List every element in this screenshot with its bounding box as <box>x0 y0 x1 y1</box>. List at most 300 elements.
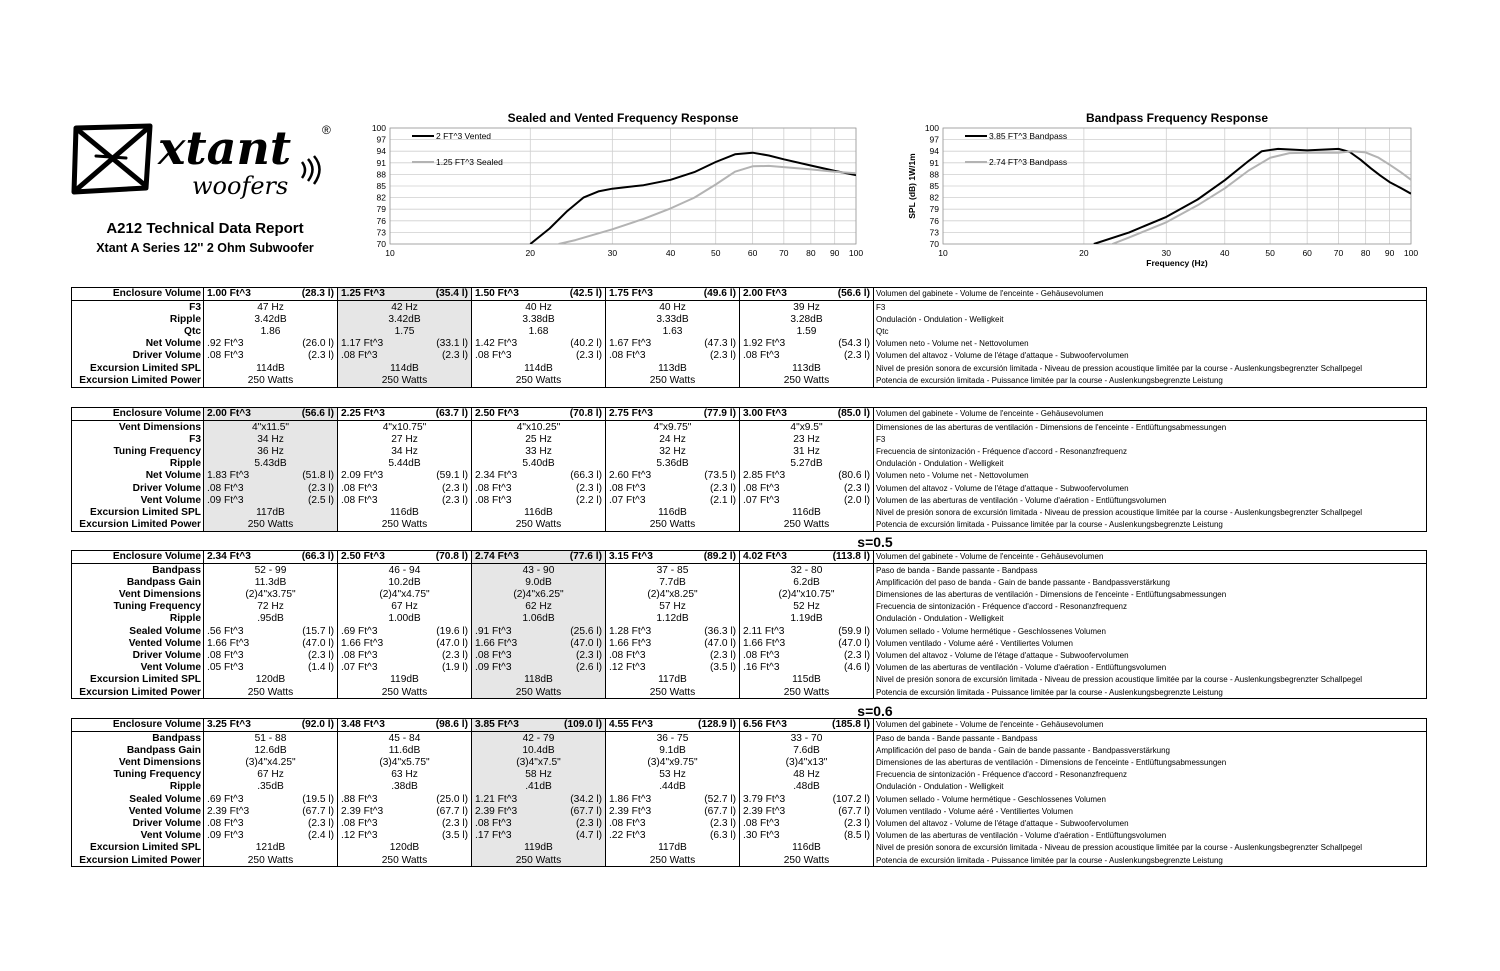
table-row <box>72 613 1427 625</box>
sealed-vented-chart <box>360 110 870 275</box>
value-cell <box>740 350 874 362</box>
value-metric: (3.5 l) <box>709 662 736 674</box>
row-translation: Volumen del altavoz - Volume de l'étage d'attaque - Subwoofervolumen <box>876 483 1129 493</box>
row-label: Bandpass Gain <box>72 744 204 756</box>
row-translation: Volumen de las aberturas de ventilación - Volume d'aération - Entlüftungsvolumen <box>876 831 1167 841</box>
value-imperial: 3.85 Ft^3 <box>475 719 519 731</box>
value-text: 1.86 <box>260 326 281 338</box>
table-row <box>72 576 1427 588</box>
value-text: 1.06dB <box>522 613 555 625</box>
value-cell <box>606 446 740 458</box>
value-text: 31 Hz <box>793 446 820 458</box>
value-metric: (67.7 l) <box>302 805 334 817</box>
value-imperial: .17 Ft^3 <box>475 830 512 842</box>
value-imperial: 1.28 Ft^3 <box>609 625 652 637</box>
value-cell <box>472 781 606 793</box>
value-cell <box>472 338 606 350</box>
row-label: Excursion Limited SPL <box>72 362 204 374</box>
value-metric: (34.2 l) <box>570 793 602 805</box>
x-tick-label: 90 <box>1384 248 1395 258</box>
value-metric: (2.3 l) <box>441 649 468 661</box>
value-cell <box>338 589 472 601</box>
value-text: 6.2dB <box>793 576 820 588</box>
value-metric: (98.6 l) <box>435 719 468 731</box>
row-label: Excursion Limited SPL <box>72 507 204 519</box>
value-cell <box>204 301 338 314</box>
value-imperial: 4.02 Ft^3 <box>743 551 787 563</box>
value-cell <box>606 421 740 434</box>
value-imperial: 2.74 Ft^3 <box>475 551 519 563</box>
value-text: 57 Hz <box>659 601 686 613</box>
value-text: 250 Watts <box>381 686 428 698</box>
value-cell <box>472 433 606 445</box>
value-cell <box>606 301 740 314</box>
y-tick-label: 70 <box>376 239 386 249</box>
value-imperial: .08 Ft^3 <box>475 649 512 661</box>
x-tick-label: 50 <box>710 248 721 258</box>
value-text: 34 Hz <box>391 446 418 458</box>
value-text: 10.4dB <box>522 744 555 756</box>
value-imperial: .08 Ft^3 <box>475 482 512 494</box>
value-cell <box>338 719 472 732</box>
value-text: 250 Watts <box>515 854 562 866</box>
value-text: 120dB <box>389 842 420 854</box>
value-imperial: .08 Ft^3 <box>475 350 512 362</box>
row-label: Qtc <box>72 326 204 338</box>
value-cell <box>338 350 472 362</box>
table-row <box>72 757 1427 769</box>
value-text: 250 Watts <box>247 854 294 866</box>
value-cell <box>606 313 740 325</box>
value-metric: (70.8 l) <box>435 551 468 563</box>
y-tick-label: 85 <box>929 181 939 191</box>
value-text: 120dB <box>255 674 286 686</box>
value-metric: (2.3 l) <box>709 350 736 362</box>
x-tick-label: 40 <box>665 248 676 258</box>
value-cell <box>740 482 874 494</box>
value-imperial: 2.25 Ft^3 <box>341 408 385 420</box>
table-row <box>72 793 1427 805</box>
value-imperial: .08 Ft^3 <box>609 817 646 829</box>
value-cell <box>472 830 606 842</box>
row-translation: Frecuencia de sintonización - Fréquence d'accord - Resonanzfrequenz <box>876 770 1127 780</box>
value-metric: (15.7 l) <box>302 625 334 637</box>
value-text: 3.42dB <box>254 313 287 325</box>
value-text: 1.63 <box>662 326 683 338</box>
value-cell <box>338 744 472 756</box>
value-cell <box>606 507 740 519</box>
value-metric: (35.4 l) <box>435 288 468 300</box>
value-imperial: 1.92 Ft^3 <box>743 338 786 350</box>
table-row <box>72 551 1427 564</box>
value-cell <box>472 769 606 781</box>
table-row <box>72 842 1427 854</box>
value-metric: (67.7 l) <box>838 805 870 817</box>
value-imperial: .08 Ft^3 <box>743 649 780 661</box>
value-text: 36 - 75 <box>656 732 689 744</box>
value-metric: (25.6 l) <box>570 625 602 637</box>
value-cell <box>338 613 472 625</box>
value-cell <box>740 719 874 732</box>
table-row <box>72 744 1427 756</box>
value-cell <box>204 494 338 506</box>
value-imperial: 2.34 Ft^3 <box>207 551 251 563</box>
value-cell <box>472 446 606 458</box>
value-cell <box>472 757 606 769</box>
value-cell <box>472 842 606 854</box>
value-metric: (2.3 l) <box>575 817 602 829</box>
logo-wordmark: xtant <box>158 121 292 175</box>
value-cell <box>204 732 338 745</box>
value-metric: (2.3 l) <box>843 482 870 494</box>
value-cell <box>472 350 606 362</box>
value-metric: (2.3 l) <box>709 649 736 661</box>
value-cell <box>606 842 740 854</box>
value-imperial: .08 Ft^3 <box>609 350 646 362</box>
value-metric: (2.3 l) <box>843 649 870 661</box>
value-cell <box>740 446 874 458</box>
value-metric: (80.6 l) <box>838 470 870 482</box>
value-cell <box>606 458 740 470</box>
value-cell <box>472 650 606 662</box>
value-metric: (109.0 l) <box>564 719 602 731</box>
row-label: Bandpass Gain <box>72 576 204 588</box>
value-imperial: .69 Ft^3 <box>341 625 378 637</box>
value-cell <box>606 719 740 732</box>
row-translation: Volumen del altavoz - Volume de l'étage d'attaque - Subwoofervolumen <box>876 351 1129 361</box>
table-row <box>72 313 1427 325</box>
value-cell <box>606 576 740 588</box>
table-row <box>72 650 1427 662</box>
value-cell <box>472 470 606 482</box>
value-text: 43 - 90 <box>522 564 555 576</box>
x-tick-label: 60 <box>747 248 758 258</box>
value-cell <box>472 301 606 314</box>
value-text: 114dB <box>524 362 553 374</box>
value-cell <box>606 732 740 745</box>
value-cell <box>204 842 338 854</box>
value-imperial: 3.00 Ft^3 <box>743 408 787 420</box>
y-tick-label: 97 <box>376 134 386 145</box>
value-text: 250 Watts <box>247 686 294 698</box>
value-cell <box>338 818 472 830</box>
value-imperial: .08 Ft^3 <box>609 482 646 494</box>
value-text: 52 - 99 <box>254 564 287 576</box>
value-cell <box>740 288 874 301</box>
value-cell <box>338 662 472 674</box>
row-label: Vent Volume <box>72 494 204 506</box>
value-imperial: .88 Ft^3 <box>341 793 378 805</box>
value-cell <box>472 601 606 613</box>
value-cell <box>740 732 874 745</box>
value-text: 51 - 88 <box>254 732 287 744</box>
row-translation: Volumen del gabinete - Volume de l'enceinte - Gehäusevolumen <box>874 551 1427 564</box>
value-cell <box>472 288 606 301</box>
value-text: 42 Hz <box>391 301 418 313</box>
value-text: 4"x10.25" <box>516 421 561 433</box>
value-cell <box>338 408 472 421</box>
row-label: Driver Volume <box>72 482 204 494</box>
value-cell <box>740 674 874 686</box>
value-text: 5.44dB <box>388 458 421 470</box>
value-cell <box>204 769 338 781</box>
x-tick-label: 50 <box>1265 248 1275 258</box>
row-translation: Potencia de excursión limitada - Puissance limitée par la course - Auslenkungsbegrenzte Leistung <box>876 687 1223 697</box>
value-imperial: 2.60 Ft^3 <box>609 470 652 482</box>
value-metric: (2.3 l) <box>575 482 602 494</box>
row-label: Bandpass <box>72 732 204 745</box>
y-tick-label: 73 <box>376 227 386 238</box>
value-text: 33 Hz <box>525 446 552 458</box>
y-tick-label: 85 <box>376 181 386 191</box>
value-text: 1.68 <box>528 326 549 338</box>
value-cell <box>606 637 740 649</box>
value-imperial: .08 Ft^3 <box>743 350 780 362</box>
value-imperial: 2.00 Ft^3 <box>743 288 787 300</box>
value-cell <box>606 781 740 793</box>
y-tick-label: 82 <box>376 192 386 203</box>
value-cell <box>472 408 606 421</box>
table-row <box>72 408 1427 421</box>
value-metric: (49.6 l) <box>703 288 736 300</box>
value-metric: (2.3 l) <box>307 350 334 362</box>
value-cell <box>472 662 606 674</box>
value-text: 9.1dB <box>659 744 686 756</box>
y-tick-label: 70 <box>929 239 939 249</box>
x-tick-label: 60 <box>1302 248 1312 258</box>
value-text: 116dB <box>792 842 821 854</box>
value-cell <box>338 338 472 350</box>
value-text: 113dB <box>658 362 687 374</box>
value-imperial: 3.79 Ft^3 <box>743 793 786 805</box>
row-translation: Ondulación - Ondulation - Welligkeit <box>876 459 1004 469</box>
row-label: Driver Volume <box>72 350 204 362</box>
value-cell <box>740 470 874 482</box>
value-cell <box>204 551 338 564</box>
value-cell <box>740 637 874 649</box>
value-imperial: 1.75 Ft^3 <box>609 288 653 300</box>
value-cell <box>338 650 472 662</box>
value-imperial: 1.67 Ft^3 <box>609 338 652 350</box>
row-label: Vent Volume <box>72 662 204 674</box>
value-imperial: .08 Ft^3 <box>341 649 378 661</box>
value-cell <box>740 519 874 532</box>
value-cell <box>472 744 606 756</box>
value-cell <box>338 625 472 637</box>
value-cell <box>204 350 338 362</box>
value-cell <box>204 830 338 842</box>
value-metric: (26.0 l) <box>302 338 334 350</box>
value-metric: (36.3 l) <box>704 625 736 637</box>
row-translation: Volumen del altavoz - Volume de l'étage d'attaque - Subwoofervolumen <box>876 818 1129 828</box>
value-cell <box>338 301 472 314</box>
value-cell <box>338 288 472 301</box>
value-text: .48dB <box>793 781 820 793</box>
value-metric: (85.0 l) <box>837 408 870 420</box>
value-imperial: 2.39 Ft^3 <box>207 805 250 817</box>
value-text: 4"x11.5" <box>251 421 290 433</box>
value-cell <box>204 470 338 482</box>
value-cell <box>606 519 740 532</box>
value-imperial: .08 Ft^3 <box>609 649 646 661</box>
table-row <box>72 494 1427 506</box>
y-tick-label: 94 <box>376 146 386 157</box>
row-translation: Ondulación - Ondulation - Welligkeit <box>876 314 1004 324</box>
value-cell <box>606 674 740 686</box>
value-imperial: .08 Ft^3 <box>207 350 244 362</box>
value-text: 117dB <box>658 842 687 854</box>
report-subtitle: Xtant A Series 12'' 2 Ohm Subwoofer <box>96 241 314 255</box>
value-text: .35dB <box>257 781 284 793</box>
value-text: 7.7dB <box>659 576 686 588</box>
value-imperial: .12 Ft^3 <box>609 662 646 674</box>
value-text: 5.36dB <box>656 458 689 470</box>
value-text: 250 Watts <box>783 374 830 386</box>
y-tick-label: 82 <box>929 192 939 203</box>
value-metric: (113.8 l) <box>832 551 870 563</box>
value-metric: (89.2 l) <box>703 551 736 563</box>
table-row <box>72 805 1427 817</box>
table-row <box>72 719 1427 732</box>
value-text: 40 Hz <box>525 301 552 313</box>
value-cell <box>740 781 874 793</box>
value-cell <box>472 551 606 564</box>
value-text: 121dB <box>255 842 286 854</box>
value-imperial: .12 Ft^3 <box>341 830 378 842</box>
value-cell <box>606 686 740 699</box>
value-imperial: .07 Ft^3 <box>341 662 378 674</box>
value-metric: (2.3 l) <box>307 482 334 494</box>
value-metric: (42.5 l) <box>569 288 602 300</box>
value-cell <box>740 830 874 842</box>
row-translation: Volumen del gabinete - Volume de l'enceinte - Gehäusevolumen <box>874 719 1427 732</box>
value-text: 27 Hz <box>391 433 418 445</box>
value-cell <box>472 362 606 374</box>
value-text: 3.33dB <box>656 313 689 325</box>
x-tick-label: 100 <box>848 248 864 258</box>
row-label: F3 <box>72 433 204 445</box>
value-text: 117dB <box>256 506 285 518</box>
value-text: 72 Hz <box>257 601 284 613</box>
row-translation: Paso de banda - Bande passante - Bandpass <box>876 565 1038 575</box>
value-cell <box>740 757 874 769</box>
value-metric: (66.3 l) <box>301 551 334 563</box>
value-imperial: 2.11 Ft^3 <box>743 625 785 637</box>
value-imperial: 2.75 Ft^3 <box>609 408 653 420</box>
value-imperial: .09 Ft^3 <box>207 830 244 842</box>
value-cell <box>472 637 606 649</box>
value-cell <box>338 482 472 494</box>
value-imperial: .56 Ft^3 <box>207 625 244 637</box>
value-cell <box>472 805 606 817</box>
value-text: 114dB <box>256 362 285 374</box>
value-text: 62 Hz <box>525 601 552 613</box>
value-cell <box>204 338 338 350</box>
x-tick-label: 40 <box>1220 248 1230 258</box>
value-cell <box>472 507 606 519</box>
y-tick-label: 100 <box>371 123 386 133</box>
value-cell <box>204 446 338 458</box>
value-text: .95dB <box>257 613 284 625</box>
value-cell <box>204 719 338 732</box>
value-imperial: .22 Ft^3 <box>609 830 646 842</box>
x-tick-label: 20 <box>1079 248 1089 258</box>
value-cell <box>740 842 874 854</box>
value-text: 116dB <box>658 506 687 518</box>
value-imperial: .08 Ft^3 <box>341 350 378 362</box>
value-imperial: .08 Ft^3 <box>207 649 244 661</box>
table-row <box>72 433 1427 445</box>
value-metric: (67.7 l) <box>570 805 602 817</box>
value-cell <box>338 421 472 434</box>
y-tick-label: 79 <box>929 204 939 215</box>
row-translation: F3 <box>876 434 886 444</box>
value-text: 250 Watts <box>515 519 562 531</box>
value-text: 42 - 79 <box>522 732 555 744</box>
x-tick-label: 70 <box>779 248 789 258</box>
section-heading-s05: s=0.5 <box>857 534 893 550</box>
value-cell <box>606 793 740 805</box>
row-label: Vented Volume <box>72 637 204 649</box>
value-cell <box>204 564 338 577</box>
value-cell <box>472 482 606 494</box>
report-title: A212 Technical Data Report <box>106 220 304 237</box>
value-metric: (2.3 l) <box>441 817 468 829</box>
value-cell <box>606 433 740 445</box>
value-cell <box>204 482 338 494</box>
table-row <box>72 421 1427 434</box>
table-row <box>72 830 1427 842</box>
value-cell <box>606 362 740 374</box>
value-text: 5.27dB <box>790 458 823 470</box>
value-metric: (1.9 l) <box>441 662 468 674</box>
value-metric: (2.3 l) <box>441 482 468 494</box>
value-text: 4"x9.5" <box>790 421 823 433</box>
value-cell <box>338 830 472 842</box>
value-text: (3)4"x4.25" <box>245 757 296 769</box>
value-text: 116dB <box>390 506 419 518</box>
value-metric: (19.5 l) <box>302 793 334 805</box>
y-tick-label: 79 <box>376 204 386 215</box>
value-cell <box>472 793 606 805</box>
value-text: 11.3dB <box>254 576 287 588</box>
value-metric: (2.3 l) <box>441 350 468 362</box>
table-row <box>72 446 1427 458</box>
x-tick-label: 70 <box>1333 248 1344 258</box>
table-row <box>72 732 1427 745</box>
row-translation: Volumen neto - Volume net - Nettovolumen <box>876 339 1029 349</box>
value-metric: (56.6 l) <box>837 288 870 300</box>
value-metric: (67.7 l) <box>704 805 736 817</box>
value-cell <box>204 854 338 867</box>
value-cell <box>740 650 874 662</box>
value-text: 67 Hz <box>391 601 418 613</box>
value-cell <box>472 519 606 532</box>
value-cell <box>472 674 606 686</box>
value-metric: (3.5 l) <box>441 830 468 842</box>
row-translation: Volumen del gabinete - Volume de l'enceinte - Gehäusevolumen <box>874 408 1427 421</box>
value-cell <box>338 781 472 793</box>
row-label: Tuning Frequency <box>72 446 204 458</box>
row-label: Vented Volume <box>72 805 204 817</box>
bandpass-s06-table <box>71 718 1427 867</box>
value-text: 250 Watts <box>381 374 428 386</box>
row-translation: Qtc <box>876 327 889 337</box>
value-text: 117dB <box>658 674 687 686</box>
value-cell <box>740 854 874 867</box>
value-metric: (56.6 l) <box>301 408 334 420</box>
value-text: 114dB <box>390 362 419 374</box>
